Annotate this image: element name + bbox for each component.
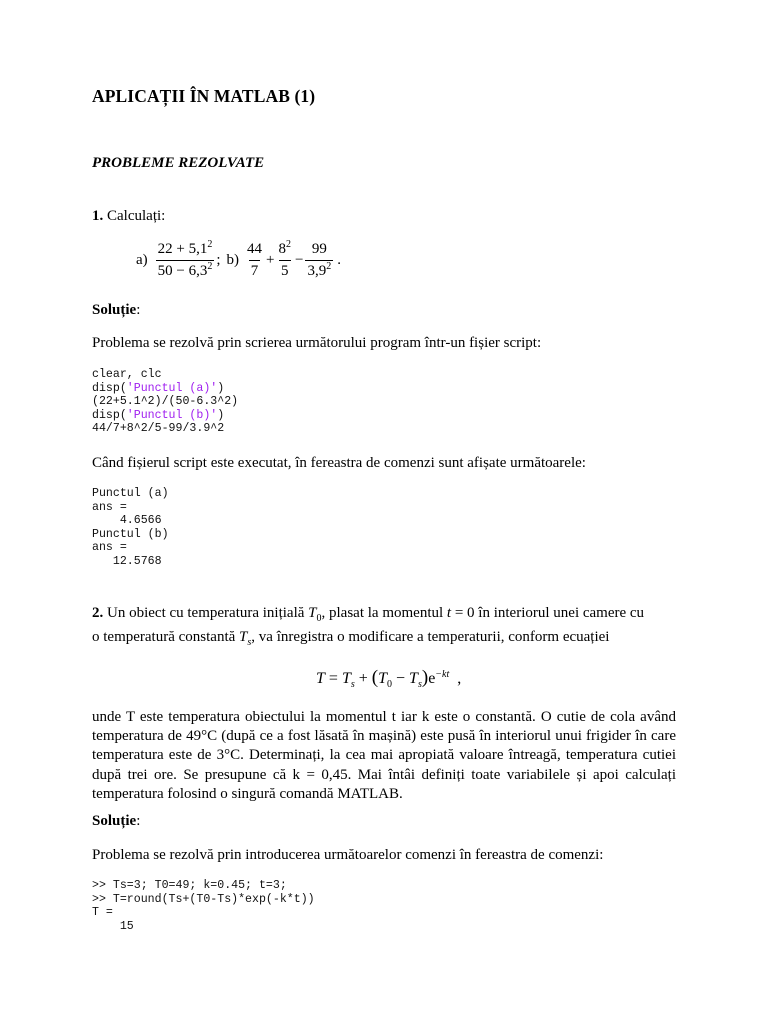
execution-note: Când fișierul script este executat, în fereastra de comenzi sunt afișate următoarele: [92, 455, 586, 471]
solution-2-heading: Soluție: [92, 813, 141, 829]
expr-b-plus: + [266, 252, 275, 268]
solution-1-heading: Soluție: [92, 302, 141, 318]
problem-2-line-2: o temperatură constantă $T_s$, va înregistra o modificare a temperaturii, conform ecuației [92, 629, 610, 648]
expr-end: . [337, 252, 341, 268]
expr-separator: ; [216, 252, 221, 268]
section-subtitle: PROBLEME REZOLVATE [92, 155, 265, 171]
expr-a-fraction: $\frac{22 + 5,1^2}{50 - 6,3^2}$ [157, 239, 213, 279]
problem-2-number: 2. [92, 605, 104, 621]
temperature-equation: $T = T_s + (T_0 - T_s)e^{-kt}$ , [316, 667, 462, 690]
solution-1-intro: Problema se rezolvă prin scrierea următorului program într-un fișier script: [92, 335, 542, 351]
command-window-block: >> Ts=3; T0=49; k=0.45; t=3; >> T=round(Ts+(T0-Ts)*exp(-k*t)) T = 15 [92, 879, 315, 933]
script-code-block: clear, clc disp('Punctul (a)') (22+5.1^2)/(50-6.3^2) disp('Punctul (b)') 44/7+8^2/5-99/3.9^2 [92, 368, 239, 436]
problem-2-line-1: 2. Un obiect cu temperatura inițială $T_0$, plasat la momentul t = 0 în interiorul unei camere cu [92, 605, 645, 624]
problem-1-number: 1. [92, 208, 104, 224]
expr-b-label: b) [226, 252, 240, 268]
problem-1-text: Calculați: [107, 208, 166, 224]
expr-b-fraction-3: $\frac{99}{3,9^2}$ [307, 241, 332, 279]
expr-b-fraction-2: $\frac{8^2}{5}$ [278, 239, 292, 279]
solution-2-intro: Problema se rezolvă prin introducerea următoarelor comenzi în fereastra de comenzi: [92, 847, 604, 863]
page-title: APLICAȚII ÎN MATLAB (1) [92, 86, 316, 106]
expr-b-fraction-1: $\frac{44}{7}$ [247, 241, 263, 279]
expr-a-numerator: 22 + 5,1 [157, 241, 208, 257]
problem-1-heading [92, 207, 165, 226]
problem-2-paragraph: unde T este temperatura obiectului la momentul t iar k este o constantă. O cutie de cola având temperatura de 49°C (după ce a fost lăsată în mașină) este pusă în interiorul unui frigider în care temperatura este de 3°C. Determinați, la cea mai apropiată valoare întreagă, temperatura cutiei după trei ore. Se presupune că k = 0,45. Mai întâi definiți toate variabilele și apoi calculați temperatura folosind o singură comandă MATLAB. [92, 709, 676, 802]
expr-a-label: a) [136, 252, 148, 268]
problem-1-expressions [136, 240, 341, 281]
command-output-block: Punctul (a) ans = 4.6566 Punctul (b) ans = 12.5768 [92, 487, 169, 568]
expr-b-minus: − [295, 252, 304, 268]
expr-a-denominator: 50 − 6,3 [157, 263, 208, 279]
